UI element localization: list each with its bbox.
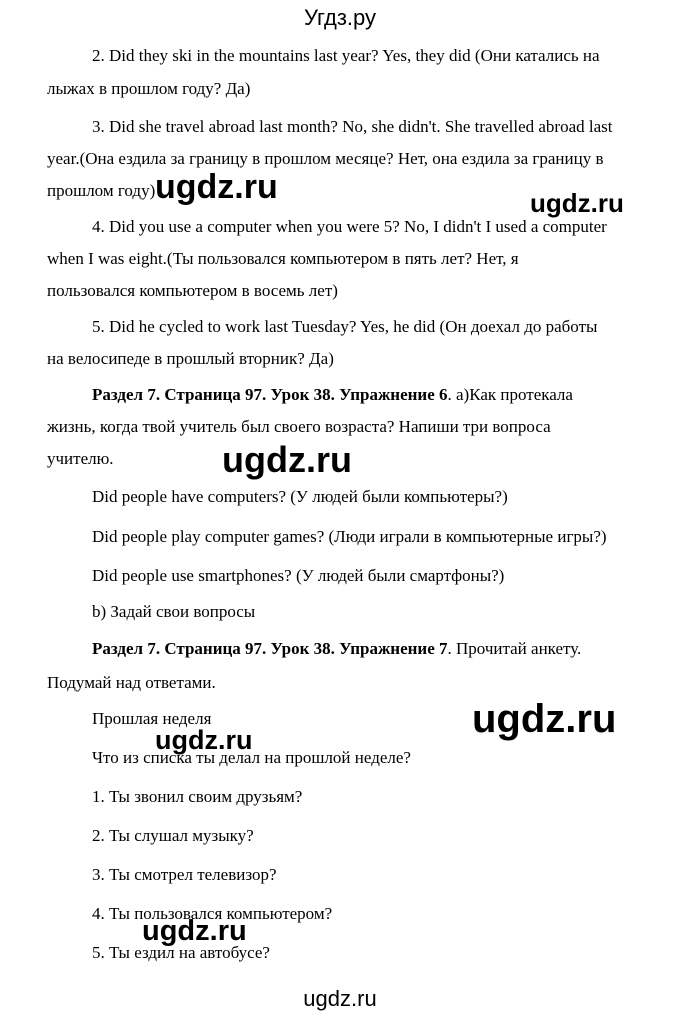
questionnaire-item-5: 5. Ты ездил на автобусе?: [92, 943, 270, 962]
questionnaire-item-3: 3. Ты смотрел телевизор?: [92, 865, 277, 884]
exercise-6-intro-line-3: учителю.: [47, 449, 114, 468]
exercise-7-text: . Прочитай анкету.: [447, 639, 582, 658]
exercise-6-question-2: Did people play computer games? (Люди играли в компьютерные игры?): [92, 527, 607, 546]
item-3-line-2: year.(Она ездила за границу в прошлом месяце? Нет, она ездила за границу в: [47, 149, 604, 168]
item-3-line-3: прошлом году): [47, 181, 156, 200]
questionnaire-title: Прошлая неделя: [92, 709, 212, 728]
exercise-6-part-b: b) Задай свои вопросы: [92, 602, 256, 621]
questionnaire-item-2: 2. Ты слушал музыку?: [92, 826, 254, 845]
questionnaire-item-4: 4. Ты пользовался компьютером?: [92, 904, 333, 923]
item-2-line-2: лыжах в прошлом году? Да): [47, 79, 251, 98]
site-footer: ugdz.ru: [303, 986, 377, 1011]
item-2-line-1: 2. Did they ski in the mountains last year? Yes, they did (Они катались на: [92, 46, 600, 65]
watermark: ugdz.ru: [142, 915, 247, 947]
item-3-line-1: 3. Did she travel abroad last month? No, she didn't. She travelled abroad last: [92, 117, 613, 136]
watermark: ugdz.ru: [155, 168, 278, 206]
exercise-6-intro-line-2: жизнь, когда твой учитель был своего возраста? Напиши три вопроса: [47, 417, 551, 436]
watermark: ugdz.ru: [222, 439, 352, 480]
exercise-7-intro-line-2: Подумай над ответами.: [47, 673, 216, 692]
exercise-6-question-1: Did people have computers? (У людей были компьютеры?): [92, 487, 508, 506]
item-4-line-1: 4. Did you use a computer when you were 5? No, I didn't I used a computer: [92, 217, 607, 236]
exercise-6-heading: Раздел 7. Страница 97. Урок 38. Упражнение 6: [92, 385, 448, 404]
item-5-line-1: 5. Did he cycled to work last Tuesday? Yes, he did (Он доехал до работы: [92, 317, 598, 336]
item-5-line-2: на велосипеде в прошлый вторник? Да): [47, 349, 334, 368]
questionnaire-question: Что из списка ты делал на прошлой неделе?: [92, 748, 411, 767]
watermark: ugdz.ru: [155, 725, 253, 755]
watermark: ugdz.ru: [472, 697, 617, 741]
item-4-line-3: пользовался компьютером в восемь лет): [47, 281, 338, 300]
exercise-6-intro-line-1: [92, 385, 573, 405]
exercise-7-intro-line-1: [92, 639, 581, 659]
exercise-7-heading: Раздел 7. Страница 97. Урок 38. Упражнение 7: [92, 639, 448, 658]
item-4-line-2: when I was eight.(Ты пользовался компьютером в пять лет? Нет, я: [47, 249, 519, 268]
questionnaire-item-1: 1. Ты звонил своим друзьям?: [92, 787, 303, 806]
exercise-6-question-3: Did people use smartphones? (У людей были смартфоны?): [92, 566, 505, 585]
watermark: ugdz.ru: [530, 188, 624, 218]
exercise-6-text: . а)Как протекала: [447, 385, 573, 404]
site-header: Угдз.ру: [303, 5, 377, 30]
